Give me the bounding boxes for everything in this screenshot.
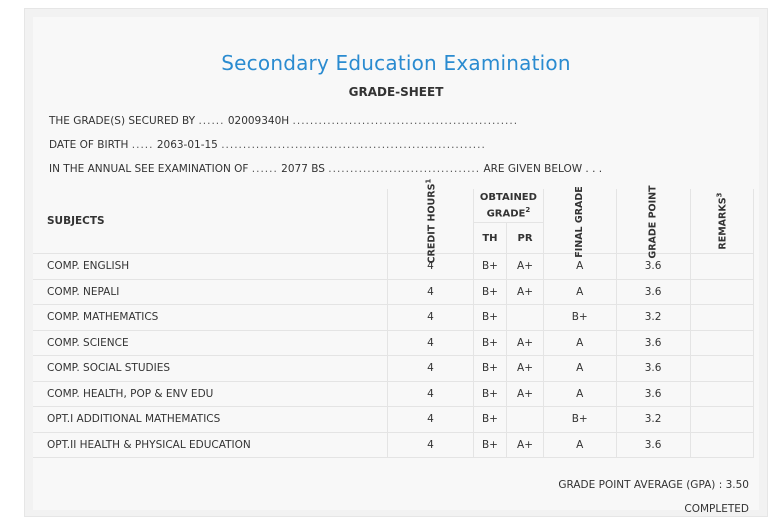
- practical-grade-cell: A+: [507, 432, 544, 458]
- remarks-cell: [690, 305, 753, 331]
- secured-by-label: THE GRADE(S) SECURED BY: [49, 115, 196, 127]
- grade-sheet-panel: [24, 8, 768, 517]
- practical-grade-cell: A+: [507, 381, 544, 407]
- header-remarks: REMARKS$^3$: [690, 189, 753, 254]
- final-grade-cell: A: [543, 432, 616, 458]
- exam-trail-dots: ...................................: [328, 163, 481, 175]
- grade-point-cell: 3.6: [616, 254, 690, 280]
- theory-grade-cell: B+: [473, 305, 506, 331]
- header-th: TH: [473, 223, 506, 254]
- final-grade-cell: B+: [543, 305, 616, 331]
- table-row: [33, 330, 754, 356]
- dob-lead-dots: .....: [131, 139, 154, 151]
- practical-grade-cell: [507, 407, 544, 433]
- grade-point-cell: 3.6: [616, 381, 690, 407]
- theory-grade-cell: B+: [473, 279, 506, 305]
- credit-hours-cell: 4: [388, 254, 474, 280]
- dob-value: 2063-01-15: [156, 139, 218, 151]
- remarks-cell: [690, 330, 753, 356]
- practical-grade-cell: [507, 305, 544, 331]
- secured-by-line: [49, 115, 518, 127]
- header-final-grade: FINAL GRADE: [543, 189, 616, 254]
- subject-cell: COMP. MATHEMATICS: [33, 305, 388, 331]
- exam-label: IN THE ANNUAL SEE EXAMINATION OF: [49, 163, 249, 175]
- grade-point-cell: 3.6: [616, 356, 690, 382]
- credit-hours-cell: 4: [388, 356, 474, 382]
- grade-point-cell: 3.2: [616, 305, 690, 331]
- subject-cell: OPT.I ADDITIONAL MATHEMATICS: [33, 407, 388, 433]
- exam-suffix: ARE GIVEN BELOW . . .: [483, 163, 603, 175]
- credit-hours-cell: 4: [388, 279, 474, 305]
- grade-point-cell: 3.2: [616, 407, 690, 433]
- dob-trail-dots: .............................................................: [221, 139, 486, 151]
- credit-hours-cell: 4: [388, 305, 474, 331]
- dob-line: [49, 139, 486, 151]
- credit-hours-cell: 4: [388, 407, 474, 433]
- table-row: [33, 254, 754, 280]
- result-status: COMPLETED: [684, 503, 749, 515]
- final-grade-cell: A: [543, 356, 616, 382]
- practical-grade-cell: A+: [507, 279, 544, 305]
- header-pr: PR: [507, 223, 544, 254]
- subject-cell: COMP. HEALTH, POP & ENV EDU: [33, 381, 388, 407]
- subject-cell: COMP. SCIENCE: [33, 330, 388, 356]
- credit-hours-cell: 4: [388, 432, 474, 458]
- table-row: [33, 407, 754, 433]
- credit-hours-cell: 4: [388, 330, 474, 356]
- final-grade-cell: A: [543, 381, 616, 407]
- gpa-value: 3.50: [725, 479, 749, 491]
- remarks-cell: [690, 432, 753, 458]
- table-row: [33, 305, 754, 331]
- gpa-summary: [558, 479, 749, 491]
- final-grade-cell: A: [543, 254, 616, 280]
- practical-grade-cell: A+: [507, 356, 544, 382]
- page-title: Secondary Education Examination: [221, 51, 571, 75]
- grades-table: [33, 178, 754, 458]
- theory-grade-cell: B+: [473, 330, 506, 356]
- remarks-cell: [690, 356, 753, 382]
- exam-lead-dots: ......: [251, 163, 278, 175]
- symbol-number: 02009340H: [227, 115, 290, 127]
- header-grade-point: GRADE POINT: [616, 189, 690, 254]
- secured-by-lead-dots: ......: [198, 115, 225, 127]
- final-grade-cell: B+: [543, 407, 616, 433]
- theory-grade-cell: B+: [473, 432, 506, 458]
- grade-sheet-content: [33, 17, 759, 515]
- table-row: [33, 432, 754, 458]
- grade-point-cell: 3.6: [616, 432, 690, 458]
- header-subjects: SUBJECTS: [33, 189, 388, 254]
- subject-cell: COMP. NEPALI: [33, 279, 388, 305]
- exam-line: [49, 163, 602, 175]
- header-credit-hours: CREDIT HOURS$^1$: [388, 189, 474, 254]
- dob-label: DATE OF BIRTH: [49, 139, 129, 151]
- grade-point-cell: 3.6: [616, 279, 690, 305]
- credit-hours-cell: 4: [388, 381, 474, 407]
- final-grade-cell: A: [543, 279, 616, 305]
- grade-point-cell: 3.6: [616, 330, 690, 356]
- table-row: [33, 381, 754, 407]
- subject-cell: COMP. ENGLISH: [33, 254, 388, 280]
- secured-by-trail-dots: ....................................................: [292, 115, 519, 127]
- practical-grade-cell: A+: [507, 254, 544, 280]
- final-grade-cell: A: [543, 330, 616, 356]
- remarks-cell: [690, 254, 753, 280]
- remarks-cell: [690, 407, 753, 433]
- theory-grade-cell: B+: [473, 254, 506, 280]
- theory-grade-cell: B+: [473, 381, 506, 407]
- theory-grade-cell: B+: [473, 407, 506, 433]
- gpa-label: GRADE POINT AVERAGE (GPA) :: [558, 479, 723, 491]
- remarks-cell: [690, 279, 753, 305]
- table-row: [33, 279, 754, 305]
- table-row: [33, 356, 754, 382]
- remarks-cell: [690, 381, 753, 407]
- header-obtained-grade: OBTAINED GRADE$^2$: [473, 189, 543, 223]
- page-subtitle: GRADE-SHEET: [348, 85, 444, 99]
- exam-year: 2077 BS: [281, 163, 325, 175]
- subject-cell: OPT.II HEALTH & PHYSICAL EDUCATION: [33, 432, 388, 458]
- practical-grade-cell: A+: [507, 330, 544, 356]
- subject-cell: COMP. SOCIAL STUDIES: [33, 356, 388, 382]
- theory-grade-cell: B+: [473, 356, 506, 382]
